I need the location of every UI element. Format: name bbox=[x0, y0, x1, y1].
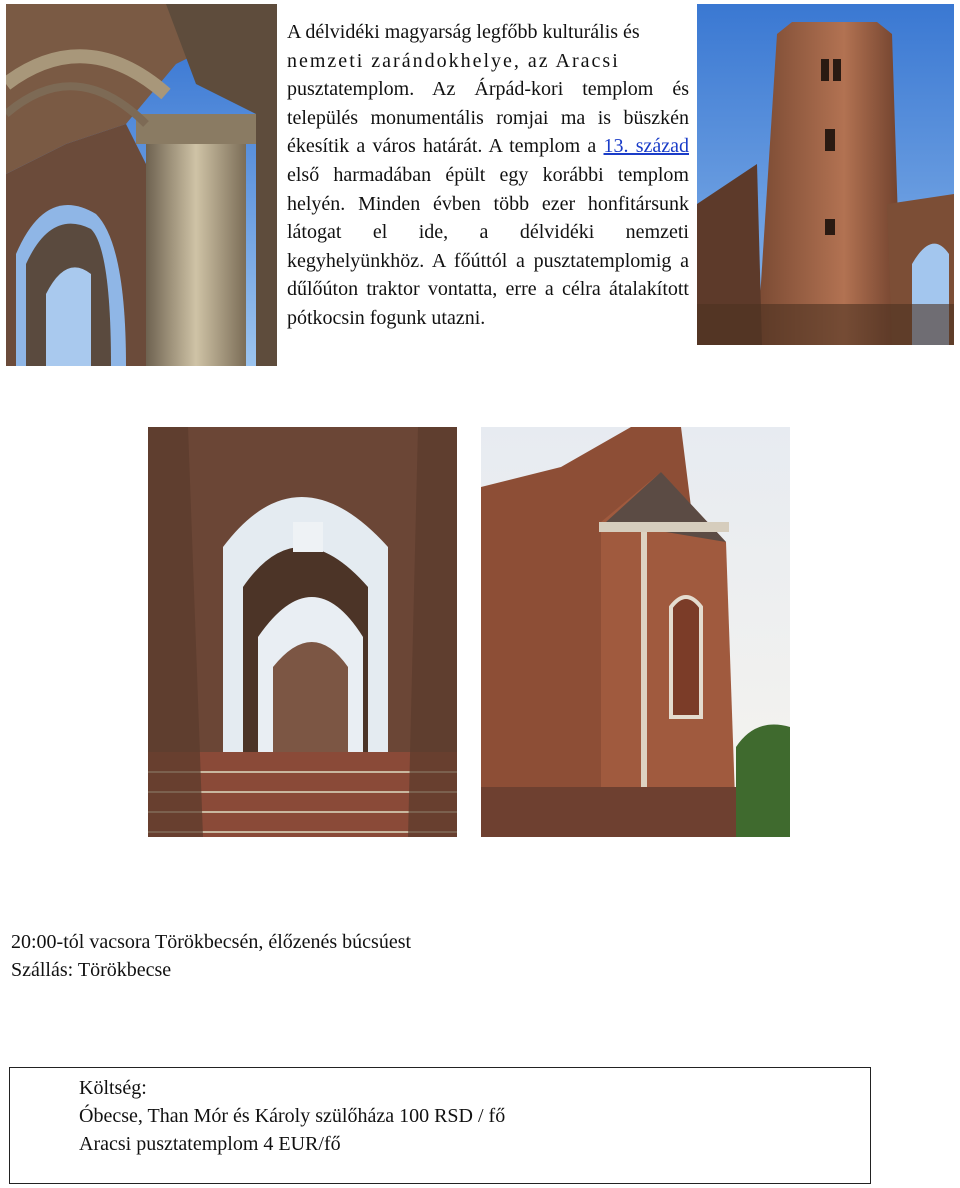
link-13-szazad[interactable]: 13. század bbox=[603, 135, 689, 158]
cost-heading: Költség: bbox=[79, 1077, 147, 1099]
cost-box bbox=[9, 1067, 871, 1184]
dinner-line: 20:00-tól vacsora Törökbecsén, élőzenés búcsúest bbox=[11, 931, 412, 953]
photo-ruin-interior-arches bbox=[148, 427, 457, 837]
cost-item-aracs: Aracsi pusztatemplom 4 EUR/fő bbox=[79, 1133, 341, 1155]
evening-program bbox=[11, 928, 411, 984]
intro-paragraph bbox=[287, 18, 689, 333]
photo-church-tower bbox=[697, 4, 954, 345]
lodging-line: Szállás: Törökbecse bbox=[11, 959, 172, 981]
photo-ruin-arch-column bbox=[6, 4, 277, 366]
intro-text-after-link: első harmadában épült egy korábbi templom helyén. Minden évben több ezer honfitársunk látogat el ide, a délvidéki nemzeti kegyhelyünkhöz. A főúttól a pusztatemplomig a dűlőúton traktor vontatta, erre a célra átalakított pótkocsin fogunk utazni. bbox=[287, 163, 689, 329]
intro-line-2: nemzeti zarándokhelye, az Aracsi bbox=[287, 49, 620, 72]
cost-item-obecse: Óbecse, Than Mór és Károly szülőháza 100 RSD / fő bbox=[79, 1105, 506, 1127]
intro-text-before-link: pusztatemplom. Az Árpád-kori templom és település monumentális romjai ma is büszkén ékesítik a város határát. A templom a bbox=[287, 78, 689, 158]
intro-line-1: A délvidéki magyarság legfőbb kulturális és bbox=[287, 21, 640, 43]
photo-church-apse bbox=[481, 427, 790, 837]
